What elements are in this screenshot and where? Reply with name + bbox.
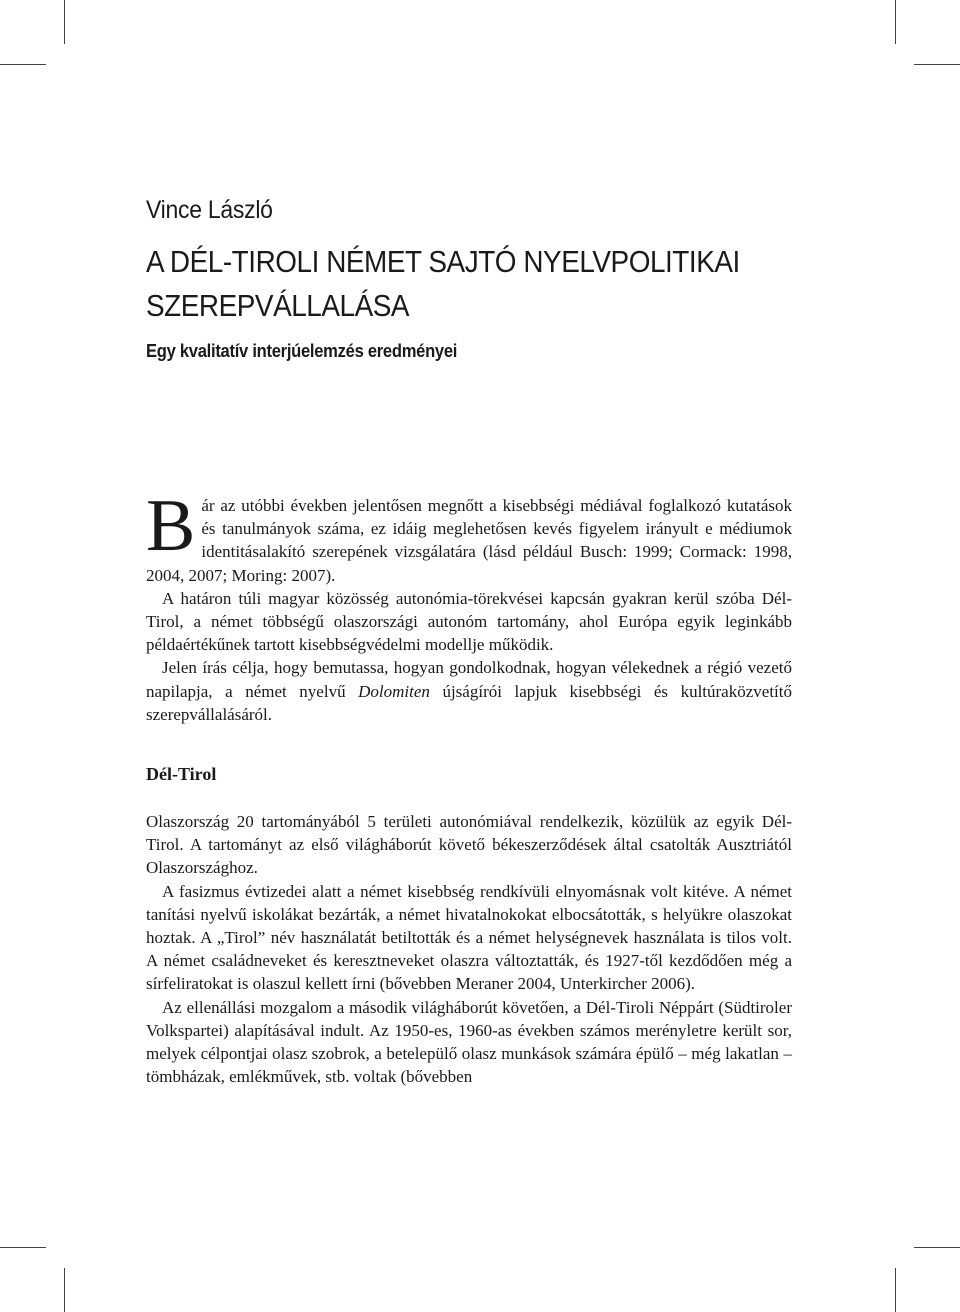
crop-mark <box>64 0 65 44</box>
crop-mark <box>914 64 960 65</box>
article-subtitle: Egy kvalitatív interjúelemzés eredményei <box>146 341 458 361</box>
intro-section <box>146 485 792 726</box>
article-title <box>146 240 794 328</box>
newspaper-title: Dolomiten <box>358 681 430 701</box>
crop-mark <box>0 1247 46 1248</box>
crop-mark <box>914 1247 960 1248</box>
section-body <box>146 810 792 1088</box>
paragraph <box>146 485 792 587</box>
crop-mark <box>895 0 896 44</box>
paragraph: A határon túli magyar közösség autonómia-törekvései kapcsán gyakran kerül szóba Dél-Tirol, a német többségű olaszországi autonóm tartomány, ahol Európa egyik leginkább példaértékűnek tartott kisebbségvédelmi modellje működik. <box>146 588 792 655</box>
paragraph-text: ár az utóbbi években jelentősen megnőtt a kisebbségi médiával foglalkozó kutatások és tanulmányok száma, ez idáig meglehetősen kevés figyelem irányult e médiumok identitásalakító szerepének vizsgálatára (lásd például Busch: 1999; Cormack: 1998, 2004, 2007; Moring: 2007). <box>146 496 792 585</box>
drop-cap: B <box>146 485 196 567</box>
title-line: A DÉL-TIROLI NÉMET SAJTÓ NYELVPOLITIKAI <box>146 244 740 279</box>
paragraph <box>146 656 792 726</box>
crop-mark <box>895 1268 896 1312</box>
section-heading: Dél-Tirol <box>146 764 217 784</box>
paragraph-text: újságírói lapjuk kisebbségi és kultúraközvetítő szerepvállalásáról. <box>146 681 792 724</box>
crop-mark <box>64 1268 65 1312</box>
author-name: Vince László <box>146 196 273 224</box>
crop-mark <box>0 64 46 65</box>
paragraph: Az ellenállási mozgalom a második világháborút követően, a Dél-Tiroli Néppárt (Südtiroler Volkspartei) alapításával indult. Az 1950-es, 1960-as években számos merényletre került sor, melyek célpontjai olasz szobrok, a betelepülő olasz munkások számára épülő – még lakatlan – tömbházak, emlékművek, stb. voltak (bővebben <box>146 997 792 1087</box>
title-line: SZEREPVÁLLALÁSA <box>146 288 410 323</box>
paragraph-text: Jelen írás célja, hogy bemutassa, hogyan gondolkodnak, hogyan vélekednek a régió vezető napilapja, a német nyelvű <box>146 658 792 701</box>
paragraph: Olaszország 20 tartományából 5 területi autonómiával rendelkezik, közülük az egyik Dél-Tirol. A tartományt az első világháborút követő békeszerződések által csatolták Ausztriától Olaszországhoz. <box>146 812 792 878</box>
paragraph: A fasizmus évtizedei alatt a német kisebbség rendkívüli elnyomásnak volt kitéve. A német tanítási nyelvű iskolákat bezárták, a német hivatalnokokat elbocsátották, s helyükre olaszokat hoztak. A „Tirol” név használatát betiltották és a német helységnevek használata is tilos volt. A német családneveket és keresztneveket olaszra változtatták, és 1927-től kezdődően még a sírfeliratokat is olaszul kellett írni (bővebben Meraner 2004, Unterkircher 2006). <box>146 881 792 994</box>
